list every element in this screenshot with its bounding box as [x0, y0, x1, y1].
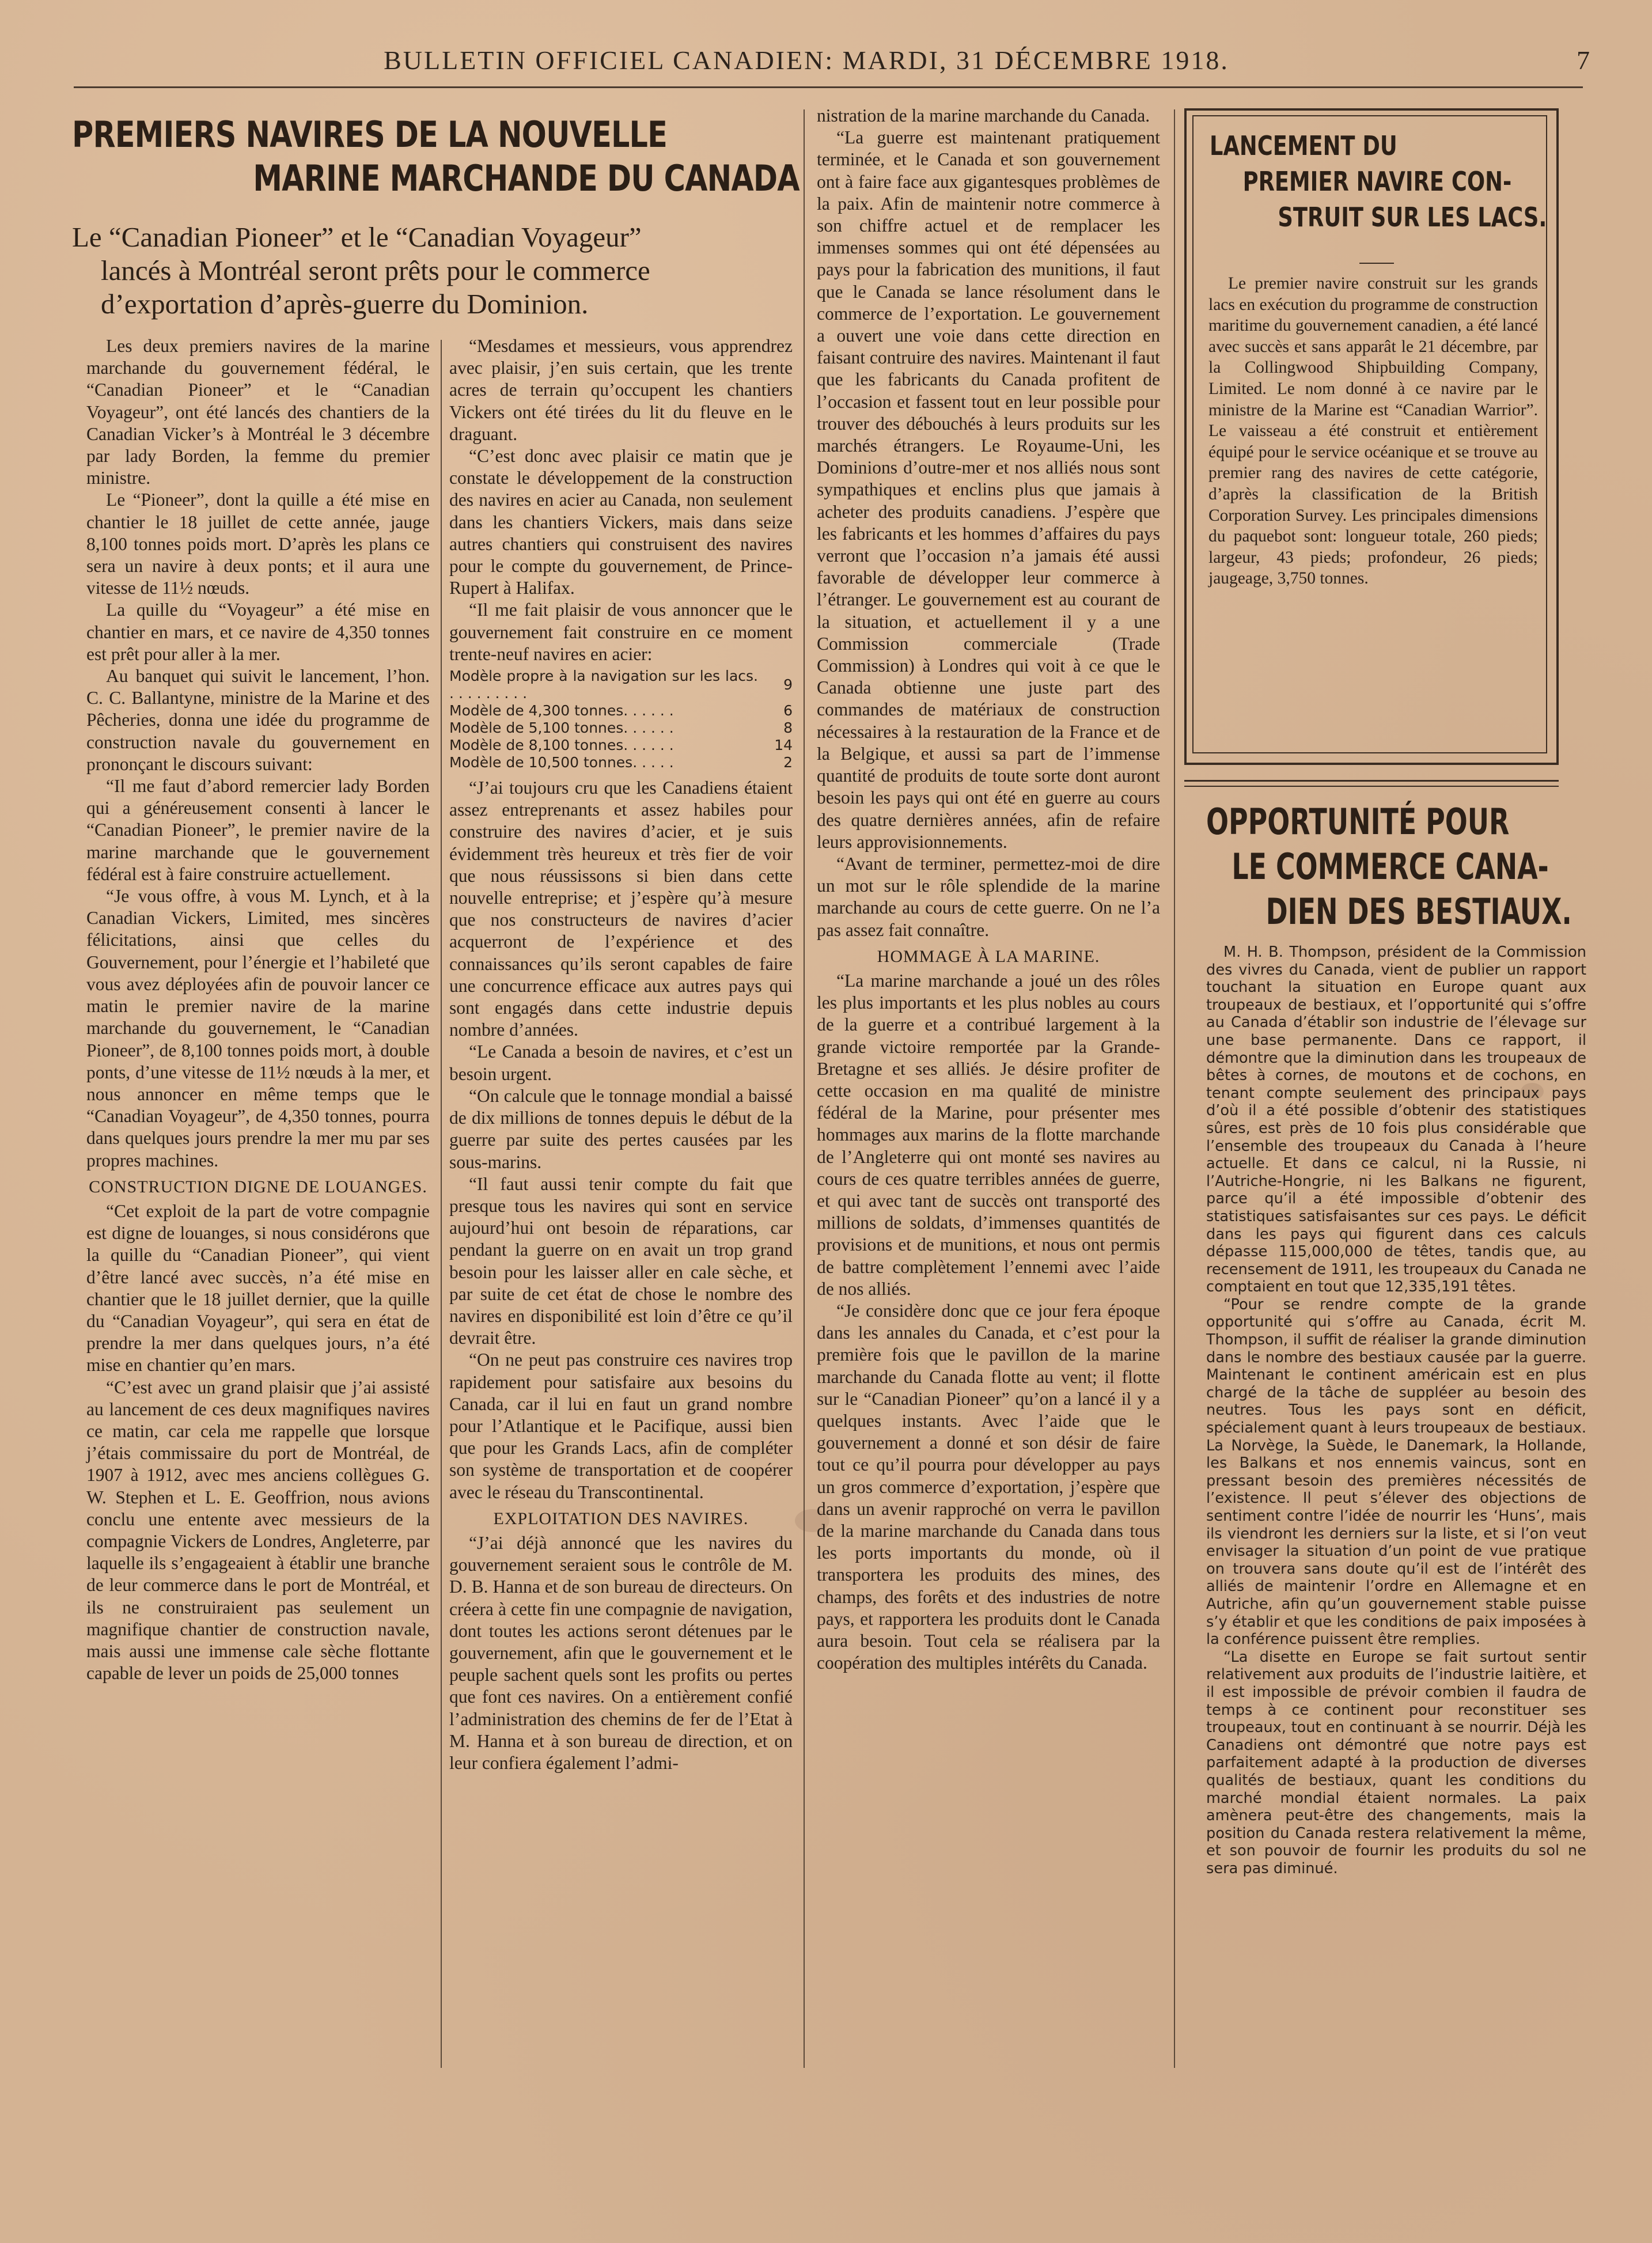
table-row: [449, 737, 793, 754]
paragraph: “Je vous offre, à vous M. Lynch, et à la Canadian Vickers, Limited, mes sincères félicitations, ainsi que celles du Gouvernement, pour l’énergie et l’habileté que vous avez déployées afin de pouvoir lancer ce matin le premier navire de la marine marchande du gouvernement, le “Canadian Pioneer”, de 8,100 tonnes poids mort, à double ponts, d’une vitesse de 11½ nœuds à la mer, et nous annoncer en même temps que le “Canadian Voyageur”, de 4,350 tonnes, pourra dans quelques jours prendre la mer mu par ses propres machines.: [86, 886, 430, 1170]
table-cell-label: Modèle de 4,300 tonnes. . . . . .: [449, 702, 674, 719]
paragraph: M. H. B. Thompson, président de la Commission des vivres du Canada, vient de publier un rapport touchant la situation en Europe quant aux troupeaux de bestiaux, et l’opportunité qui s’offre au Canada d’établir son industrie de l’élevage sur une base permanente. Dans ce rapport, il démontre que la diminution dans les troupeaux de bêtes à cornes, de moutons et de cochons, en tenant compte seulement des principaux pays d’où il a été possible d’obtenir des statistiques sûres, est près de 10 fois plus considérable que l’ensemble des troupeaux du Canada à l’heure actuelle. Et dans ce calcul, ni la Russie, ni l’Autriche-Hongrie, ni les Balkans ne figurent, parce qu’il a été impossible d’obtenir des statistiques satisfaisantes sur ces pays. Le déficit dans les pays qui figurent dans ces calculs dépasse 115,000,000 de têtes, tandis que, au recensement de 1911, les troupeaux du Canada ne comptaient en tout que 12,335,191 têtes.: [1206, 944, 1586, 1296]
headline-line-1: PREMIERS NAVIRES DE LA NOUVELLE: [72, 113, 668, 156]
paragraph: “Avant de terminer, permettez-moi de dire un mot sur le rôle splendide de la marine marchande au cours de cette guerre. On ne l’a pas assez fait connaître.: [817, 853, 1160, 940]
deck-line-3: d’exportation d’après-guerre du Dominion.: [101, 288, 589, 320]
table-cell-value: 9: [783, 676, 793, 694]
column-1: [86, 335, 430, 1684]
column-2: [449, 335, 793, 1774]
title-line-2: LE COMMERCE CANA-: [1232, 846, 1549, 888]
table-cell-value: 14: [774, 737, 793, 754]
paragraph: Le premier navire construit sur les grands lacs en exécution du programme de construction maritime du gouvernement canadien, a été lancé avec succès et sans apparât le 21 décembre, par la Collingwood Shipbuilding Company, Limited. Le nom donné à ce navire par le ministre de la Marine est “Canadian Warrior”. Le vaisseau a été construit et entièrement équipé pour le service océanique et se trouve au premier rang des navires de cette catégorie, d’après la classification de la British Corporation Survey. Les principales dimensions du paquebot sont: longueur totale, 260 pieds; largeur, 43 pieds; profondeur, 26 pieds; jaugeage, 3,750 tonnes.: [1208, 274, 1538, 588]
table-cell-value: 8: [783, 719, 793, 737]
table-row: [449, 668, 793, 702]
paragraph: “La marine marchande a joué un des rôles les plus importants et les plus nobles au cours de la guerre et a contribué largement à la grande victoire remportée par la Grande-Bretagne et ses alliés. Je désire profiter de cette occasion en ma qualité de ministre fédéral de la Marine, pour présenter mes hommages aux marins de la flotte marchande de l’Angleterre qui ont monté ses navires au cours de ces quatre terribles années de guerre, et qui avec tant de succès ont transporté des millions de soldats, d’immenses quantités de provisions et de munitions, et nous ont permis de battre complètement l’ennemi avec l’aide de nos alliés.: [817, 970, 1160, 1299]
table-row: [449, 754, 793, 771]
cattle-article-title: [1206, 800, 1575, 934]
paragraph: Les deux premiers navires de la marine marchande du gouvernement fédéral, le “Canadian Pioneer” et le “Canadian Voyageur”, ont été lancés des chantiers de la Canadian Vicker’s à Montréal le 3 décembre par lady Borden, la femme du premier ministre.: [86, 336, 430, 488]
table-cell-label: Modèle propre à la navigation sur les lacs. . . . . . . . . .: [449, 668, 758, 702]
table-cell-value: 2: [783, 754, 793, 771]
table-row: [449, 702, 793, 719]
box-title-line-2: PREMIER NAVIRE CON-: [1242, 166, 1512, 197]
paragraph: “Mesdames et messieurs, vous apprendrez avec plaisir, j’en suis certain, que les trente acres de terrain qu’occupent les chantiers Vickers ont été tirées du lit du fleuve en le draguant.: [449, 336, 793, 444]
section-subhead: EXPLOITATION DES NAVIRES.: [493, 1509, 749, 1528]
box-separator: [1359, 263, 1394, 264]
title-line-3: DIEN DES BESTIAUX.: [1265, 891, 1572, 933]
column-rule: [441, 340, 442, 2068]
paragraph: “Je considère donc que ce jour fera époque dans les annales du Canada, et c’est pour la première fois que le pavillon de la marine marchande du Canada flotte au vent; il flotte sur le “Canadian Pioneer” qu’on a lancé il y a quelques instants. Avec l’aide que le gouvernement a donné et son désir de faire tout ce qu’il pourra pour développer au pays un gros commerce d’exportation, j’espère que dans un avenir rapproché on verra le pavillon de la marine marchande du Canada dans tous les ports importants du monde, où il transportera les produits des mines, des champs, des forêts et des industries de notre pays, et rapportera les produits dont le Canada aura besoin. Tout cela se réalisera par la coopération des multiples intérêts du Canada.: [817, 1300, 1160, 1673]
section-rule: [1184, 786, 1559, 787]
paragraph: “Le Canada a besoin de navires, et c’est un besoin urgent.: [449, 1041, 793, 1084]
article-deck: [72, 221, 801, 321]
paragraph: “La guerre est maintenant pratiquement terminée, et le Canada et son gouvernement ont à faire face aux gigantesques problèmes de la paix. Afin de maintenir notre commerce à son chiffre actuel et de remplacer les immenses sommes qui ont été dépensées au pays pour la fabrication des munitions, il faut que le Canada se lance résolument dans le commerce de l’exportation. Le gouvernement a ouvert une voie dans cette direction en faisant contruire des navires. Maintenant il faut que les fabricants du Canada profitent de l’occasion et fassent tout en leur possible pour trouver des débouchés à leurs produits sur les marchés étrangers. Le Royaume-Uni, les Dominions d’outre-mer et nos alliés nous sont sympathiques et enclins plus que jamais à acheter des produits canadiens. J’espère que les fabricants et les hommes d’affaires du pays verront que l’occasion n’a jamais été aussi favorable de développer leur commerce à l’étranger. Le gouvernement est au courant de la situation, et actuellement il y a une Commission commerciale (Trade Commission) à Londres qui voit à ce que le Canada obtienne une juste part des commandes de matériaux de construction nécessaires à la restauration de la France et de la Belgique, et aussi sa part de l’immense quantité de produits de toute sorte dont auront besoin les pays qui ont été en guerre au cours des quatre dernières années, afin de refaire leurs approvisionnements.: [817, 127, 1160, 852]
paragraph: “Pour se rendre compte de la grande opportunité qui s’offre au Canada, écrit M. Thompson, il suffit de réaliser la grande diminution dans le nombre des bestiaux causée par la guerre. Maintenant le continent américain est en plus chargé de la tâche de suppléer au besoin des neutres. Tous les pays sont en déficit, spécialement quant à leurs troupeaux de bestiaux. La Norvège, la Suède, le Danemark, la Hollande, les Balkans et nos ennemis vaincus, sont en pressant besoin des premières nécessités de l’existence. Il peut s’élever des objections de sentiment contre l’idée de nourrir les ‘Huns’, mais ils viendront les derniers sur la liste, et si l’on veut envisager la situation d’un point de vue pratique on trouvera sans doute qu’il est de l’intérêt des alliés de maintenir l’ordre en Allemagne et en Autriche, afin qu’un gouvernement stable puisse s’y établir et que les conditions de paix imposées à la conférence puissent être remplies.: [1206, 1295, 1586, 1649]
table-cell-label: Modèle de 8,100 tonnes. . . . . .: [449, 737, 674, 754]
paragraph: “On ne peut pas construire ces navires trop rapidement pour satisfaire aux besoins du Canada, car il lui en faut un grand nombre pour l’Atlantique et le Pacifique, aussi bien que pour les Grands Lacs, afin de compléter son système de transportation et de coopérer avec le réseau du Transcontinental.: [449, 1350, 793, 1502]
table-cell-value: 6: [783, 702, 793, 719]
section-subhead: HOMMAGE À LA MARINE.: [877, 946, 1100, 966]
column-3: [817, 105, 1160, 1674]
header-rule: [74, 86, 1583, 88]
paragraph: “J’ai toujours cru que les Canadiens étaient assez entreprenants et assez habiles pour construire des navires d’acier, et je suis évidemment très heureux et très fier de voir que nous réussissons si bien dans cette nouvelle entreprise; et j’espère qu’à mesure que nos constructeurs de navires d’acier acquerront de l’expérience et des connaissances qu’ils seront capables de faire une concurrence efficace aux autres pays qui sont engagés dans cette industrie depuis nombre d’années.: [449, 778, 793, 1040]
headline-line-2: MARINE MARCHANDE DU CANADA: [253, 157, 800, 199]
boxed-article-title: [1210, 128, 1547, 235]
paragraph: “On calcule que le tonnage mondial a baissé de dix millions de tonnes depuis le début de la guerre par suite des pertes causées par les sous-marins.: [449, 1085, 793, 1172]
paragraph: nistration de la marine marchande du Canada.: [817, 105, 1150, 126]
paragraph: “La disette en Europe se fait surtout sentir relativement aux produits de l’industrie laitière, et il est impossible de prévoir combien il faudra de temps à ce continent pour reconstituer ses troupeaux, tout en continuant à se nourrir. Déjà les Canadiens ont démontré que notre pays est parfaitement adapté à la production de diverses qualités de bestiaux, quant les conditions du marché mondial étaient normales. La paix amènera peut-être des changements, mais la position du Canada restera relativement la même, et son pouvoir de fournir les produits du sol ne sera pas diminué.: [1206, 1648, 1586, 1877]
box-title-line-1: LANCEMENT DU: [1210, 130, 1397, 161]
column-rule: [804, 109, 805, 2068]
paragraph: Au banquet qui suivit le lancement, l’hon. C. C. Ballantyne, ministre de la Marine et des Pêcheries, donna une idée du programme de construction navale du gouvernement en prononçant le discours suivant:: [86, 666, 430, 774]
table-row: [449, 719, 793, 737]
section-subhead: CONSTRUCTION DIGNE DE LOUANGES.: [89, 1177, 427, 1196]
paragraph: “Il me faut d’abord remercier lady Borden qui a généreusement consenti à lancer le “Canadian Pioneer”, le premier navire de la marine marchande que le gouvernement fédéral est à faire construire actuellement.: [86, 776, 430, 884]
article-headline: [72, 113, 800, 200]
paragraph: “J’ai déjà annoncé que les navires du gouvernement seraient sous le contrôle de M. D. B. Hanna et de son bureau de directeurs. On créera à cette fin une compagnie de navigation, dont toutes les actions seront détenues par le gouvernement, afin que le gouvernement et le peuple sachent quels sont les profits ou pertes que font ces navires. On a entièrement confié l’administration des chemins de fer de l’Etat à M. Hanna et à son bureau de direction, et on leur confiera également l’admi-: [449, 1532, 793, 1773]
paragraph: “C’est donc avec plaisir ce matin que je constate le développement de la construction des navires en acier au Canada, non seulement dans les chantiers Vickers, mais dans seize autres chantiers qui construisent des navires pour le compte du gouvernement, de Prince-Rupert à Halifax.: [449, 446, 793, 598]
title-line-1: OPPORTUNITÉ POUR: [1206, 801, 1510, 843]
ship-models-table: [449, 668, 793, 771]
paragraph: “Il me fait plaisir de vous annoncer que le gouvernement fait construire en ce moment trente-neuf navires en acier:: [449, 600, 793, 664]
boxed-article-body: [1208, 273, 1538, 589]
table-cell-label: Modèle de 5,100 tonnes. . . . . .: [449, 719, 674, 737]
deck-line-1: Le “Canadian Pioneer” et le “Canadian Voyageur”: [72, 221, 642, 253]
page-number: 7: [1577, 46, 1590, 75]
deck-line-2: lancés à Montréal seront prêts pour le commerce: [101, 255, 650, 286]
paragraph: “Il faut aussi tenir compte du fait que presque tous les navires qui sont en service aujourd’hui ont besoin de réparations, car pendant la guerre on en avait un trop grand besoin pour les laisser aller en cale sèche, et par suite de cet état de chose le nombre des navires en disponibilité est loin d’être ce qu’il devrait être.: [449, 1173, 793, 1348]
paragraph: “C’est avec un grand plaisir que j’ai assisté au lancement de ces deux magnifiques navires ce matin, car cela me rappelle que lorsque j’étais commissaire du port de Montréal, de 1907 à 1912, avec mes anciens collègues G. W. Stephen et L. E. Geoffrion, nous avions conclu une entente avec messieurs de la compagnie Vickers de Londres, Angleterre, par laquelle ils s’engageaient à établir une branche de leur commerce dans le port de Montréal, et ils ne construiraient pas seulement un magnifique chantier de construction navale, mais aussi une immense cale sèche flottante capable de lever un poids de 25,000 tonnes: [86, 1377, 430, 1684]
paragraph: “Cet exploit de la part de votre compagnie est digne de louanges, si nous considérons que la quille du “Canadian Pioneer”, qui vient d’être lancé avec succès, n’a été mise en chantier que le 18 juillet dernier, que la quille du “Canadian Voyageur”, qui sera en état de prendre la mer dans quelques jours, n’a été mise en chantier qu’en mars.: [86, 1200, 430, 1376]
box-title-line-3: STRUIT SUR LES LACS.: [1278, 202, 1547, 233]
paragraph: Le “Pioneer”, dont la quille a été mise en chantier le 18 juillet de cette année, jauge 8,100 tonnes poids mort. D’après les plans ce sera un navire à deux ponts; et il aura une vitesse de 11½ nœuds.: [86, 490, 430, 598]
column-rule: [1174, 109, 1175, 2068]
table-cell-label: Modèle de 10,500 tonnes. . . . .: [449, 754, 674, 771]
paragraph: La quille du “Voyageur” a été mise en chantier en mars, et ce navire de 4,350 tonnes est prêt pour aller à la mer.: [86, 600, 430, 664]
running-head: BULLETIN OFFICIEL CANADIEN: MARDI, 31 DÉCEMBRE 1918.: [384, 46, 1229, 75]
cattle-article-body: [1206, 944, 1586, 1877]
section-rule: [1184, 780, 1559, 782]
